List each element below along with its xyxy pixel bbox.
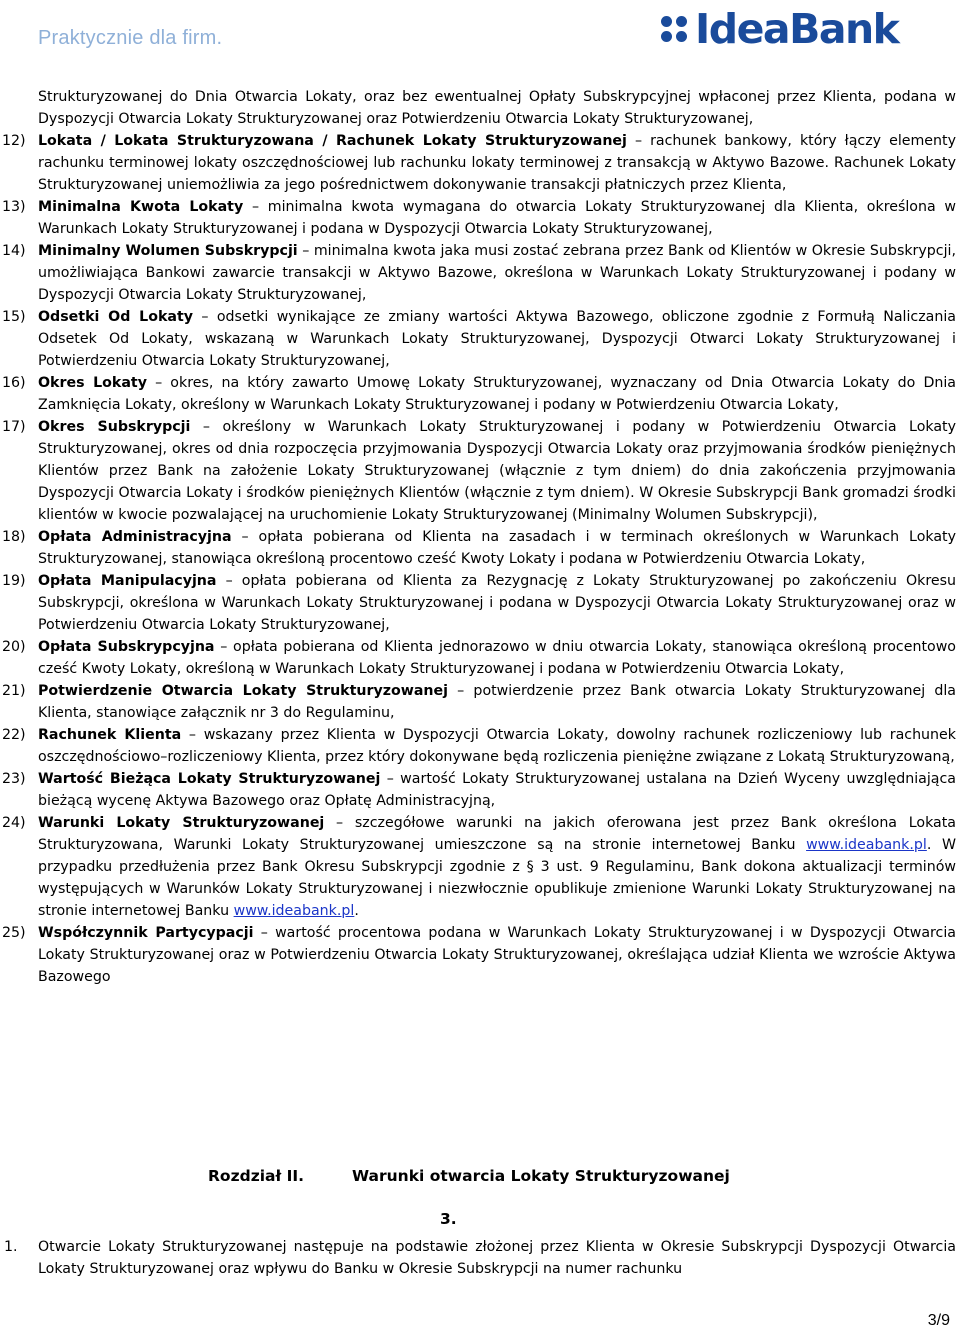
item-term: Lokata / Lokata Strukturyzowana / Rachunek Lokaty Strukturyzowanej (38, 133, 627, 149)
list-item (2, 130, 956, 196)
list-item (2, 636, 956, 680)
list-item (2, 196, 956, 240)
item-number: 18) (2, 529, 26, 545)
item-definition: – opłata pobierana od Klienta jednorazowo w dniu otwarcia Lokaty, stanowiąca określoną procentowo cześć Kwoty Lokaty, określoną w Warunkach Lokaty Strukturyzowanej i podana w Potwierdzeniu Otwarcia Lokaty, (38, 639, 956, 677)
logo-dots-icon (661, 16, 687, 42)
item-number: 15) (2, 309, 26, 325)
logo-text: IdeaBank (695, 4, 899, 53)
item-term: Odsetki Od Lokaty (38, 309, 193, 325)
item-number: 24) (2, 815, 26, 831)
item-definition: – minimalna kwota wymagana do otwarcia Lokaty Strukturyzowanej dla Klienta, określona w Warunkach Lokaty Strukturyzowanej i podana w Dyspozycji Otwarcia Lokaty Strukturyzowanej, (38, 199, 956, 237)
item-number: 12) (2, 133, 26, 149)
item-definition: – minimalna kwota jaka musi zostać zebrana przez Bank od Klientów w Okresie Subskrypcji, umożliwiająca Bankowi zawarcie transakcji w Aktywo Bazowe, określona w Warunkach Lokaty Strukturyzowanej i podany w Dyspozycji Otwarcia Lokaty Strukturyzowanej, (38, 243, 956, 303)
item-definition: – odsetki wynikające ze zmiany wartości Aktywa Bazowego, obliczone zgodnie z Formułą Naliczania Odsetek Od Lokaty, wskazaną w Warunkach Lokaty Strukturyzowanej, Dyspozycji Otwarci Lokaty Strukturyzowanej i Potwierdzeniu Otwarcia Lokaty Strukturyzowanej, (38, 309, 956, 369)
item-term: Opłata Subskrypcyjna (38, 639, 215, 655)
item-definition: – określony w Warunkach Lokaty Strukturyzowanej i podany w Potwierdzeniu Otwarcia Lokaty Strukturyzowanej, okres od dnia rozpoczęcia przyjmowania Dyspozycji Otwarcia Lokaty oraz przyjmowania środków pieniężnych Klientów przez Bank na założenie Lokaty Strukturyzowanej (włącznie z tym dniem) do dnia zakończenia przyjmowania Dyspozycji Otwarcia Lokaty i środków pieniężnych Klientów (włącznie z tym dniem). W Okresie Subskrypcji Bank gromadzi środki klientów w kwocie pozwalającej na uruchomienie Lokaty Strukturyzowanej (Minimalny Wolumen Subskrypcji), (38, 419, 956, 523)
section-heading: 3. (440, 1210, 457, 1228)
intro-paragraph: Strukturyzowanej do Dnia Otwarcia Lokaty, oraz bez ewentualnej Opłaty Subskrypcyjnej wpłaconej przez Klienta, podana w Dyspozycji Otwarcia Lokaty Strukturyzowanej oraz Potwierdzeniu Otwarcia Lokaty Strukturyzowanej, (38, 89, 956, 127)
list-item (4, 1236, 956, 1280)
item-number: 1. (4, 1239, 18, 1255)
item-number: 16) (2, 375, 26, 391)
ideabank-logo (661, 4, 898, 54)
item-definition: – opłata pobierana od Klienta za Rezygnację z Lokaty Strukturyzowanej po zakończeniu Okresu Subskrypcji, określona w Warunkach Lokaty Strukturyzowanej i podana w Dyspozycji Otwarcia Lokaty Strukturyzowanej oraz w Potwierdzeniu Otwarcia Lokaty Strukturyzowanej, (38, 573, 956, 633)
list-item (2, 922, 956, 988)
list-item (2, 526, 956, 570)
item-number: 25) (2, 925, 26, 941)
item-definition: – wartość procentowa podana w Warunkach Lokaty Strukturyzowanej i w Dyspozycji Otwarcia Lokaty Strukturyzowanej oraz w Potwierdzeniu Otwarcia Lokaty Strukturyzowanej, określająca udział Klienta we wzroście Aktywa Bazowego (38, 925, 956, 985)
item-term: Okres Lokaty (38, 375, 147, 391)
item-term: Opłata Manipulacyjna (38, 573, 217, 589)
item-term: Potwierdzenie Otwarcia Lokaty Strukturyzowanej (38, 683, 449, 699)
page-number: 3/9 (927, 1312, 950, 1329)
item-definition: – wskazany przez Klienta w Dyspozycji Otwarcia Lokaty, dowolny rachunek rozliczeniowy lub rachunek oszczędnościowo–rozliczeniowy Klienta, przez który dokonywane będą rozliczenia pieniężne związane z Lokatą Strukturyzowaną, (38, 727, 956, 765)
list-item (2, 680, 956, 724)
item-number: 13) (2, 199, 26, 215)
list-item (2, 306, 956, 372)
item-definition: – potwierdzenie przez Bank otwarcia Lokaty Strukturyzowanej dla Klienta, stanowiące załącznik nr 3 do Regulaminu, (38, 683, 956, 721)
item-definition: . W przypadku przedłużenia przez Bank Okresu Subskrypcji zgodnie z § 3 ust. 9 Regulaminu, Bank dokona aktualizacji terminów występujących w Warunków Lokaty Strukturyzowanej i niezwłocznie opublikuje zmienione Warunki Lokaty Strukturyzowanej na stronie internetowej Banku (38, 837, 956, 919)
item-number: 22) (2, 727, 26, 743)
item-term: Okres Subskrypcji (38, 419, 191, 435)
ideabank-link[interactable]: www.ideabank.pl (806, 837, 927, 853)
item-number: 23) (2, 771, 26, 787)
item-definition: – wartość Lokaty Strukturyzowanej ustalana na Dzień Wyceny uwzględniająca bieżącą wycenę Aktywa Bazowego oraz Opłatę Administracyjną, (38, 771, 956, 809)
list-item (2, 570, 956, 636)
item-definition: – rachunek bankowy, który łączy elementy rachunku terminowej lokaty oszczędnościowej lub rachunku lokaty terminowej z transakcją w Aktywo Bazowe. Rachunek Lokaty Strukturyzowanej uniemożliwia za jego pośrednictwem dokonywanie transakcji płatniczych przez Klienta, (38, 133, 956, 193)
list-item (2, 724, 956, 768)
item-term: Współczynnik Partycypacji (38, 925, 254, 941)
header-tagline: Praktycznie dla firm. (38, 27, 223, 49)
item-definition: – opłata pobierana od Klienta na zasadach i w terminach określonych w Warunkach Lokaty Strukturyzowanej, stanowiąca określoną procentowo cześć Kwoty Lokaty i podana w Potwierdzeniu Otwarcia Lokaty, (38, 529, 956, 567)
item-term: Opłata Administracyjna (38, 529, 232, 545)
item-text: Otwarcie Lokaty Strukturyzowanej następuje na podstawie złożonej przez Klienta w Okresie Subskrypcji Dyspozycji Otwarcia Lokaty Strukturyzowanej oraz wpływu do Banku w Okresie Subskrypcji na numer rachunku (38, 1239, 956, 1277)
item-term: Wartość Bieżąca Lokaty Strukturyzowanej (38, 771, 381, 787)
item-number: 17) (2, 419, 26, 435)
chapter-title: Warunki otwarcia Lokaty Strukturyzowanej (352, 1167, 730, 1185)
item-definition: – szczegółowe warunki na jakich oferowana jest przez Bank określona Lokata Strukturyzowana, Warunki Lokaty Strukturyzowanej umieszczone są na stronie internetowej Banku (38, 815, 956, 853)
item-term: Warunki Lokaty Strukturyzowanej (38, 815, 325, 831)
item-term: Rachunek Klienta (38, 727, 182, 743)
item-definition: – okres, na który zawarto Umowę Lokaty Strukturyzowanej, wyznaczany od Dnia Otwarcia Lokaty do Dnia Zamknięcia Lokaty, określony w Warunkach Lokaty Strukturyzowanej i podany w Potwierdzeniu Otwarcia Lokaty, (38, 375, 956, 413)
list-item (2, 372, 956, 416)
document-body (2, 86, 956, 988)
list-item: 24) Warunki Lokaty Strukturyzowanej – szczegółowe warunki na jakich oferowana jest przez Bank określona Lokata Strukturyzowana, Warunki Lokaty Strukturyzowanej umieszczone są na stronie internetowej Banku www.ideabank.pl. W przypadku przedłużenia przez Bank Okresu Subskrypcji zgodnie z § 3 ust. 9 Regulaminu, Bank dokona aktualizacji terminów występujących w Warunków Lokaty Strukturyzowanej i niezwłocznie opublikuje zmienione Warunki Lokaty Strukturyzowanej na stronie internetowej Banku www.ideabank.pl. (38, 812, 956, 922)
chapter-number: Rozdział II. (208, 1167, 305, 1185)
item-number: 14) (2, 243, 26, 259)
item-number: 19) (2, 573, 26, 589)
item-number: 20) (2, 639, 26, 655)
list-item (2, 768, 956, 812)
definitions-list (2, 130, 956, 812)
item-term: Minimalny Wolumen Subskrypcji (38, 243, 298, 259)
ideabank-link[interactable]: www.ideabank.pl (233, 903, 355, 919)
item-number: 21) (2, 683, 26, 699)
list-item (2, 240, 956, 306)
list-item (2, 416, 956, 526)
item-term: Minimalna Kwota Lokaty (38, 199, 244, 215)
